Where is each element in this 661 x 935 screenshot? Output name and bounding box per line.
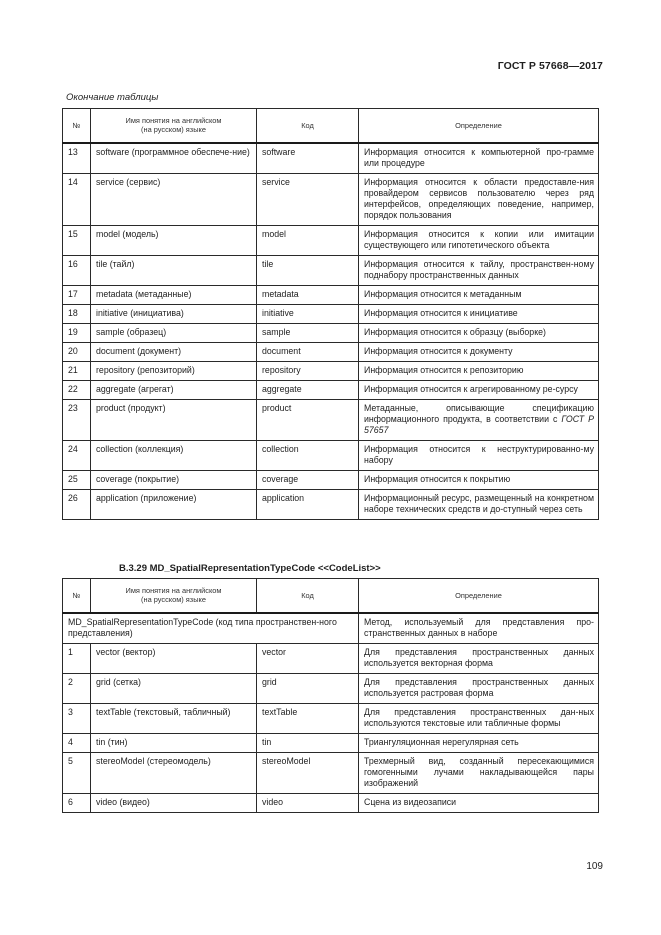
page-number: 109 [586,861,603,872]
term-name-cell: tin (тин) [91,733,257,752]
term-name-cell: product (продукт) [91,399,257,440]
header-definition: Определение [359,109,599,143]
term-definition-cell: Для представления пространственных данных используется растровая форма [359,673,599,703]
header-definition: Определение [359,579,599,613]
row-number-cell: 15 [63,225,91,255]
row-number-cell: 5 [63,752,91,793]
table-header-row [63,579,599,613]
term-name-cell: textTable (текстовый, табличный) [91,703,257,733]
term-name-cell: document (документ) [91,342,257,361]
term-definition-cell: Информация относится к документу [359,342,599,361]
term-name-cell: repository (репозиторий) [91,361,257,380]
table-row [63,342,599,361]
table-row [63,733,599,752]
term-name-cell: aggregate (агрегат) [91,380,257,399]
row-number-cell: 16 [63,255,91,285]
table-row [63,323,599,342]
header-name: Имя понятия на английском (на русском) языке [91,579,257,613]
term-definition-cell: Информация относится к репозиторию [359,361,599,380]
term-definition-cell: Трехмерный вид, созданный пересекающимися гомогенными лучами накладывающейся пары изображений [359,752,599,793]
term-code-cell: tin [257,733,359,752]
term-name-cell: model (модель) [91,225,257,255]
term-name-cell: collection (коллекция) [91,440,257,470]
row-number-cell: 24 [63,440,91,470]
term-name-cell: tile (тайл) [91,255,257,285]
table-row [63,489,599,519]
header-code: Код [257,109,359,143]
row-number-cell: 26 [63,489,91,519]
row-number-cell: 18 [63,304,91,323]
term-definition-cell: Информация относится к области предоставле-ния провайдером сервисов пользователю через ряд интерфейсов, определяющих поведение, например, порядок пользования [359,173,599,225]
row-number-cell: 23 [63,399,91,440]
table-body [63,613,599,813]
term-name-cell: service (сервис) [91,173,257,225]
row-number-cell: 20 [63,342,91,361]
term-definition-cell: Информация относится к неструктурированно-му набору [359,440,599,470]
term-code-cell: product [257,399,359,440]
term-name-cell: vector (вектор) [91,643,257,673]
row-number-cell: 14 [63,173,91,225]
term-code-cell: repository [257,361,359,380]
term-name-cell: application (приложение) [91,489,257,519]
row-number-cell: 21 [63,361,91,380]
term-definition-cell: Для представления пространственных дан-ных используются текстовые или табличные формы [359,703,599,733]
term-name-cell: initiative (инициатива) [91,304,257,323]
term-code-cell: video [257,793,359,812]
row-number-cell: 19 [63,323,91,342]
term-code-cell: stereoModel [257,752,359,793]
header-number: № [63,109,91,143]
term-code-cell: vector [257,643,359,673]
term-code-cell: coverage [257,470,359,489]
spatial-representation-table [62,578,599,813]
term-code-cell: sample [257,323,359,342]
row-number-cell: 6 [63,793,91,812]
term-definition-cell: Триангуляционная нерегулярная сеть [359,733,599,752]
row-number-cell: 3 [63,703,91,733]
term-definition-cell: Информация относится к копии или имитации существующего или гипотетического объекта [359,225,599,255]
table-row [63,470,599,489]
row-number-cell: 1 [63,643,91,673]
term-name-cell: video (видео) [91,793,257,812]
term-code-cell: model [257,225,359,255]
header-name: Имя понятия на английском (на русском) языке [91,109,257,143]
term-definition-cell: Информация относится к агрегированному ре-сурсу [359,380,599,399]
terms-table-continued [62,108,599,520]
term-definition-cell: Сцена из видеозаписи [359,793,599,812]
term-name-cell: sample (образец) [91,323,257,342]
table-row [63,380,599,399]
codelist-definition-cell: Метод, используемый для представления про-странственных данных в наборе [359,613,599,644]
table-body [63,143,599,520]
table-row [63,285,599,304]
row-number-cell: 13 [63,143,91,174]
term-definition-cell: Информация относится к инициативе [359,304,599,323]
table-row [63,703,599,733]
header-number: № [63,579,91,613]
table-row [63,752,599,793]
term-code-cell: aggregate [257,380,359,399]
term-code-cell: application [257,489,359,519]
term-definition-cell: Для представления пространственных данных используется векторная форма [359,643,599,673]
term-code-cell: grid [257,673,359,703]
term-code-cell: service [257,173,359,225]
term-code-cell: collection [257,440,359,470]
table-row [63,173,599,225]
row-number-cell: 4 [63,733,91,752]
term-definition-cell: Информация относится к покрытию [359,470,599,489]
term-definition-cell: Информация относится к тайлу, пространствен-ному поднабору пространственных данных [359,255,599,285]
term-code-cell: document [257,342,359,361]
table-row [63,399,599,440]
codelist-intro-row [63,613,599,644]
table-row [63,143,599,174]
term-code-cell: software [257,143,359,174]
term-definition-cell: Информация относится к компьютерной про-грамме или процедуре [359,143,599,174]
term-code-cell: initiative [257,304,359,323]
term-code-cell: tile [257,255,359,285]
table-row [63,440,599,470]
row-number-cell: 17 [63,285,91,304]
row-number-cell: 22 [63,380,91,399]
term-definition-cell [359,399,599,440]
table-row [63,255,599,285]
table-row [63,361,599,380]
term-name-cell: stereoModel (стереомодель) [91,752,257,793]
term-name-cell: software (программное обеспече-ние) [91,143,257,174]
table-header-row [63,109,599,143]
table-row [63,304,599,323]
term-name-cell: coverage (покрытие) [91,470,257,489]
table-row [63,673,599,703]
definition-text: Метаданные, описывающие спецификацию информационного продукта, в соответствии с [364,402,594,424]
term-name-cell: metadata (метаданные) [91,285,257,304]
term-definition-cell: Информация относится к образцу (выборке) [359,323,599,342]
table-row [63,793,599,812]
term-definition-cell: Информация относится к метаданным [359,285,599,304]
section-title: B.3.29 MD_SpatialRepresentationTypeCode <<CodeList>> [119,563,381,574]
table-caption: Окончание таблицы [66,92,159,103]
codelist-name-cell: MD_SpatialRepresentationTypeCode (код типа пространствен-ного представления) [63,613,359,644]
table-row [63,225,599,255]
term-definition-cell: Информационный ресурс, размещенный на конкретном наборе технических средств и до-ступный через сеть [359,489,599,519]
term-name-cell: grid (сетка) [91,673,257,703]
row-number-cell: 25 [63,470,91,489]
table-row [63,643,599,673]
term-code-cell: textTable [257,703,359,733]
header-code: Код [257,579,359,613]
standard-header: ГОСТ Р 57668—2017 [497,60,603,72]
term-code-cell: metadata [257,285,359,304]
row-number-cell: 2 [63,673,91,703]
standard-reference: ГОСТ Р 57657 [364,413,594,435]
